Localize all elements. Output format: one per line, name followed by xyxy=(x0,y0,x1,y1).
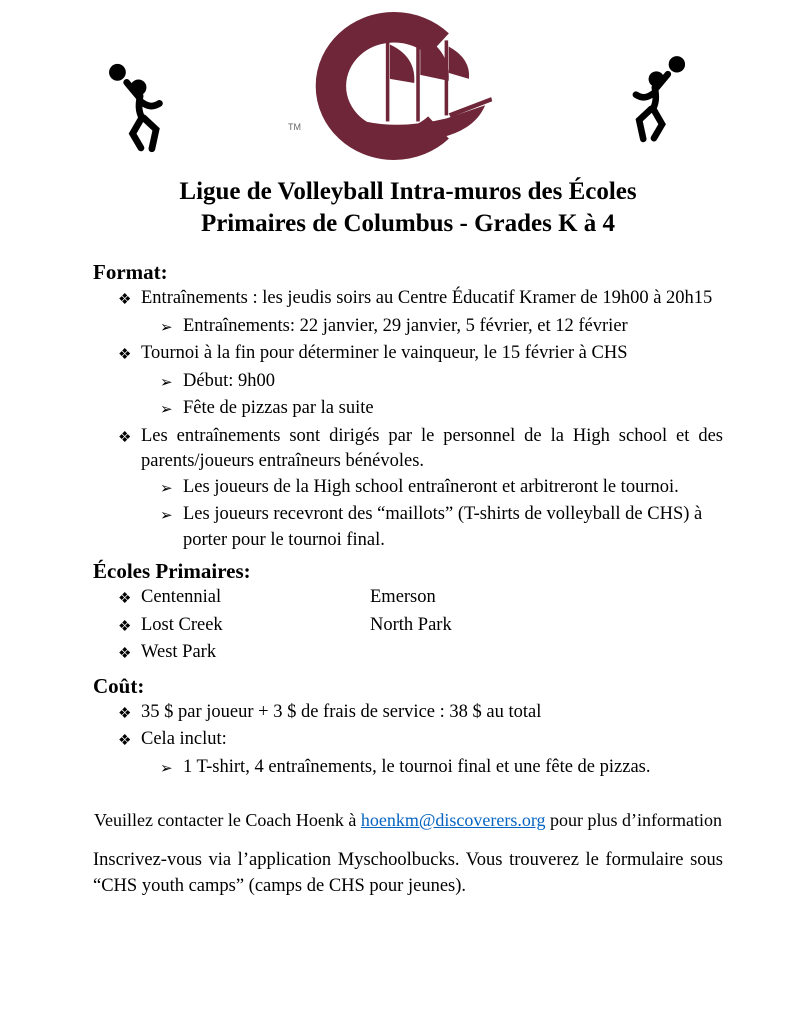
diamond-bullet-icon: ❖ xyxy=(118,618,132,635)
school-row xyxy=(93,640,723,668)
list-item-text: 1 T-shirt, 4 entraînements, le tournoi final et une fête de pizzas. xyxy=(183,756,651,777)
page-title-line-1: Ligue de Volleyball Intra-muros des Écoles xyxy=(179,178,637,205)
diamond-bullet-icon: ❖ xyxy=(118,646,132,662)
list-item xyxy=(118,585,370,613)
arrow-bullet-icon: ➢ xyxy=(160,480,173,497)
list-item xyxy=(118,613,370,641)
list-item xyxy=(118,341,723,369)
contact-text-after: pour plus d’information xyxy=(545,810,723,830)
school-name: West Park xyxy=(141,642,217,662)
list-item xyxy=(160,369,723,397)
list-item-text: Fête de pizzas par la suite xyxy=(183,398,374,418)
list-item-text: Les entraînements sont dirigés par le personnel de la High school et des parents/joueurs entraîneurs bénévoles. xyxy=(141,425,723,471)
list-item-text: Les joueurs recevront des “maillots” (T-shirts de volleyball de CHS) à porter pour le tournoi final. xyxy=(183,504,703,550)
list-item xyxy=(160,396,723,424)
diamond-bullet-icon: ❖ xyxy=(118,733,132,749)
school-row xyxy=(93,585,723,613)
school-name: North Park xyxy=(370,614,452,635)
list-item-text: Cela inclut: xyxy=(141,729,227,749)
list-item-text: Entraînements: 22 janvier, 29 janvier, 5 février, et 12 février xyxy=(183,315,628,336)
section-heading-cost: Coût: xyxy=(93,673,145,698)
contact-text-before: Veuillez contacter le Coach Hoenk à xyxy=(93,810,361,830)
arrow-bullet-icon: ➢ xyxy=(160,374,173,391)
list-item xyxy=(160,314,723,342)
contact-email-link[interactable]: hoenkm@discoverers.org xyxy=(360,810,546,830)
school-name: Lost Creek xyxy=(141,614,223,635)
list-item-text: Début: 9h00 xyxy=(183,370,275,391)
flyer-content xyxy=(93,176,723,899)
trademark-label: TM xyxy=(288,122,301,132)
page-title xyxy=(93,176,723,240)
list-item xyxy=(118,286,723,314)
school-name: Emerson xyxy=(370,587,436,607)
arrow-bullet-icon: ➢ xyxy=(160,402,173,418)
arrow-bullet-icon: ➢ xyxy=(160,319,173,336)
page-title-line-2: Primaires de Columbus - Grades K à 4 xyxy=(200,210,616,237)
school-row xyxy=(93,613,723,641)
list-item xyxy=(118,424,723,475)
section-heading-format: Format: xyxy=(93,260,168,284)
list-item xyxy=(160,755,723,783)
list-item-text: Entraînements : les jeudis soirs au Centre Éducatif Kramer de 19h00 à 20h15 xyxy=(141,288,713,308)
columbus-ship-logo xyxy=(288,10,500,162)
school-name: Centennial xyxy=(141,587,222,607)
list-item xyxy=(160,475,723,503)
arrow-bullet-icon: ➢ xyxy=(160,760,173,777)
diamond-bullet-icon: ❖ xyxy=(118,591,132,607)
section-heading-schools: Écoles Primaires: xyxy=(93,559,251,583)
contact-line xyxy=(71,808,745,833)
diamond-bullet-icon: ❖ xyxy=(118,429,132,446)
list-item xyxy=(118,727,723,755)
signup-instructions: Inscrivez-vous via l’application Myschoolbucks. Vous trouverez le formulaire sous “CHS youth camps” (camps de CHS pour jeunes). xyxy=(93,850,723,896)
diamond-bullet-icon: ❖ xyxy=(118,347,132,363)
columbus-ship-logo-svg xyxy=(296,10,500,162)
volleyball-player-svg xyxy=(608,50,690,164)
list-item xyxy=(160,502,723,553)
volleyball-player-left-icon xyxy=(104,56,188,176)
arrow-bullet-icon: ➢ xyxy=(160,508,173,524)
list-item-text: 35 $ par joueur + 3 $ de frais de service : 38 $ au total xyxy=(141,701,542,722)
diamond-bullet-icon: ❖ xyxy=(118,705,132,722)
list-item xyxy=(118,700,723,728)
list-item xyxy=(118,640,370,668)
list-item-text: Tournoi à la fin pour déterminer le vainqueur, le 15 février à CHS xyxy=(141,343,628,363)
volleyball-player-svg xyxy=(104,56,188,176)
volleyball-player-right-icon xyxy=(608,50,690,164)
list-item-text: Les joueurs de la High school entraîneront et arbitreront le tournoi. xyxy=(183,476,679,497)
diamond-bullet-icon: ❖ xyxy=(118,292,132,308)
